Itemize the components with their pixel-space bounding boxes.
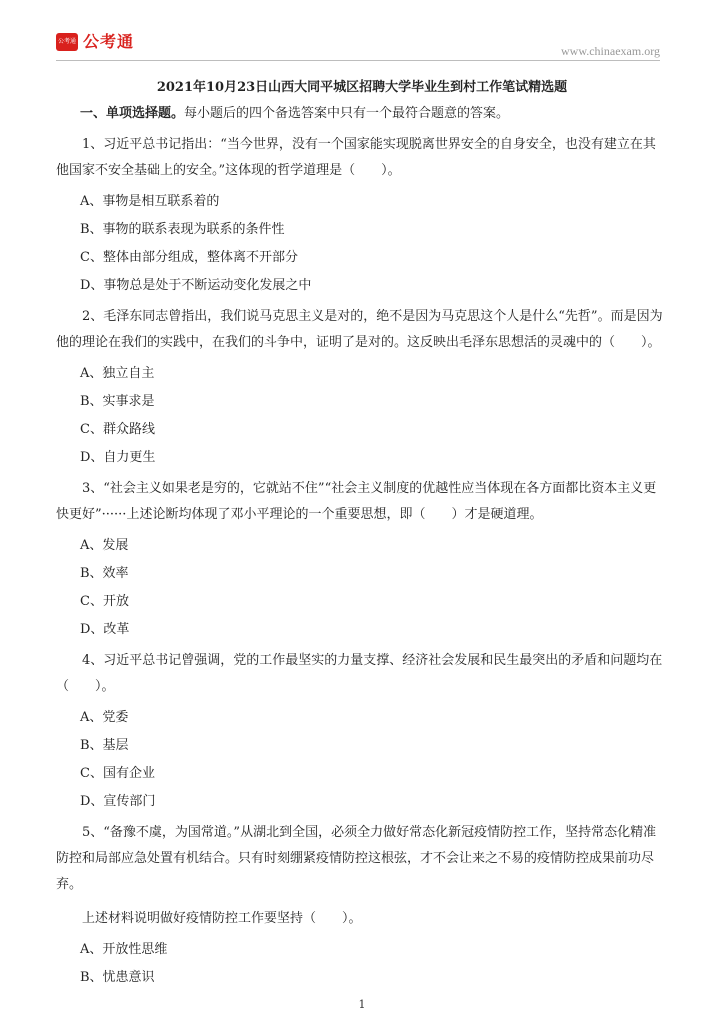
logo-text: 公考通	[83, 32, 135, 51]
document-body	[56, 78, 668, 996]
site-url: www.chinaexam.org	[561, 44, 660, 58]
question-2-option-d: D、自力更生	[80, 450, 156, 465]
question-4-option-a: A、党委	[80, 710, 129, 725]
section-instruction: 每小题后的四个备选答案中只有一个最符合题意的答案。	[184, 106, 510, 121]
document-title: 2021年10月23日山西大同平城区招聘大学毕业生到村工作笔试精选题	[156, 80, 568, 95]
question-2-option-c: C、群众路线	[80, 422, 155, 437]
question-4-option-d: D、宣传部门	[80, 794, 156, 809]
question-5-option-a: A、开放性思维	[80, 942, 168, 957]
question-2-option-a: A、独立自主	[80, 366, 155, 381]
question-2-option-b: B、实事求是	[80, 394, 155, 409]
question-5-option-b: B、忧患意识	[80, 970, 155, 985]
question-5-followup: 上述材料说明做好疫情防控工作要坚持（ ）。	[82, 911, 362, 926]
question-4-stem: 4、习近平总书记曾强调，党的工作最坚实的力量支撑、经济社会发展和民生最突出的矛盾和问题均在（ ）。	[56, 653, 663, 694]
section-heading-label: 一、单项选择题。	[80, 106, 185, 121]
question-1-stem: 1、习近平总书记指出：“当今世界，没有一个国家能实现脱离世界安全的自身安全，也没有建立在其他国家不安全基础上的安全。”这体现的哲学道理是（ ）。	[56, 137, 656, 178]
question-5-stem: 5、“备豫不虞，为国常道。”从湖北到全国，必须全力做好常态化新冠疫情防控工作，坚持常态化精准防控和局部应急处置有机结合。只有时刻绷紧疫情防控这根弦，才不会让来之不易的疫情防控成果前功尽弃。	[56, 825, 657, 892]
page-header	[0, 0, 724, 64]
question-2-stem: 2、毛泽东同志曾指出，我们说马克思主义是对的，绝不是因为马克思这个人是什么“先哲”。而是因为他的理论在我们的实践中，在我们的斗争中，证明了是对的。这反映出毛泽东思想活的灵魂中的（ ）。	[56, 309, 663, 350]
question-1-option-d: D、事物总是处于不断运动变化发展之中	[80, 278, 312, 293]
question-3-option-a: A、发展	[80, 538, 129, 553]
question-3-stem: 3、“社会主义如果老是穷的，它就站不住”“社会主义制度的优越性应当体现在各方面都比资本主义更快更好”······上述论断均体现了邓小平理论的一个重要思想，即（ ）才是硬道理。	[56, 481, 657, 522]
question-3-option-d: D、改革	[80, 622, 130, 637]
question-1-option-b: B、事物的联系表现为联系的条件性	[80, 222, 285, 237]
header-divider	[56, 60, 660, 61]
page-number: 1	[358, 998, 366, 1011]
logo	[56, 33, 134, 51]
question-4-option-b: B、基层	[80, 738, 129, 753]
question-3-option-b: B、效率	[80, 566, 129, 581]
question-3-option-c: C、开放	[80, 594, 129, 609]
logo-badge: 公考通	[56, 33, 78, 51]
question-4-option-c: C、国有企业	[80, 766, 155, 781]
question-1-option-a: A、事物是相互联系着的	[80, 194, 220, 209]
question-1-option-c: C、整体由部分组成，整体离不开部分	[80, 250, 298, 265]
section-heading	[80, 104, 668, 124]
